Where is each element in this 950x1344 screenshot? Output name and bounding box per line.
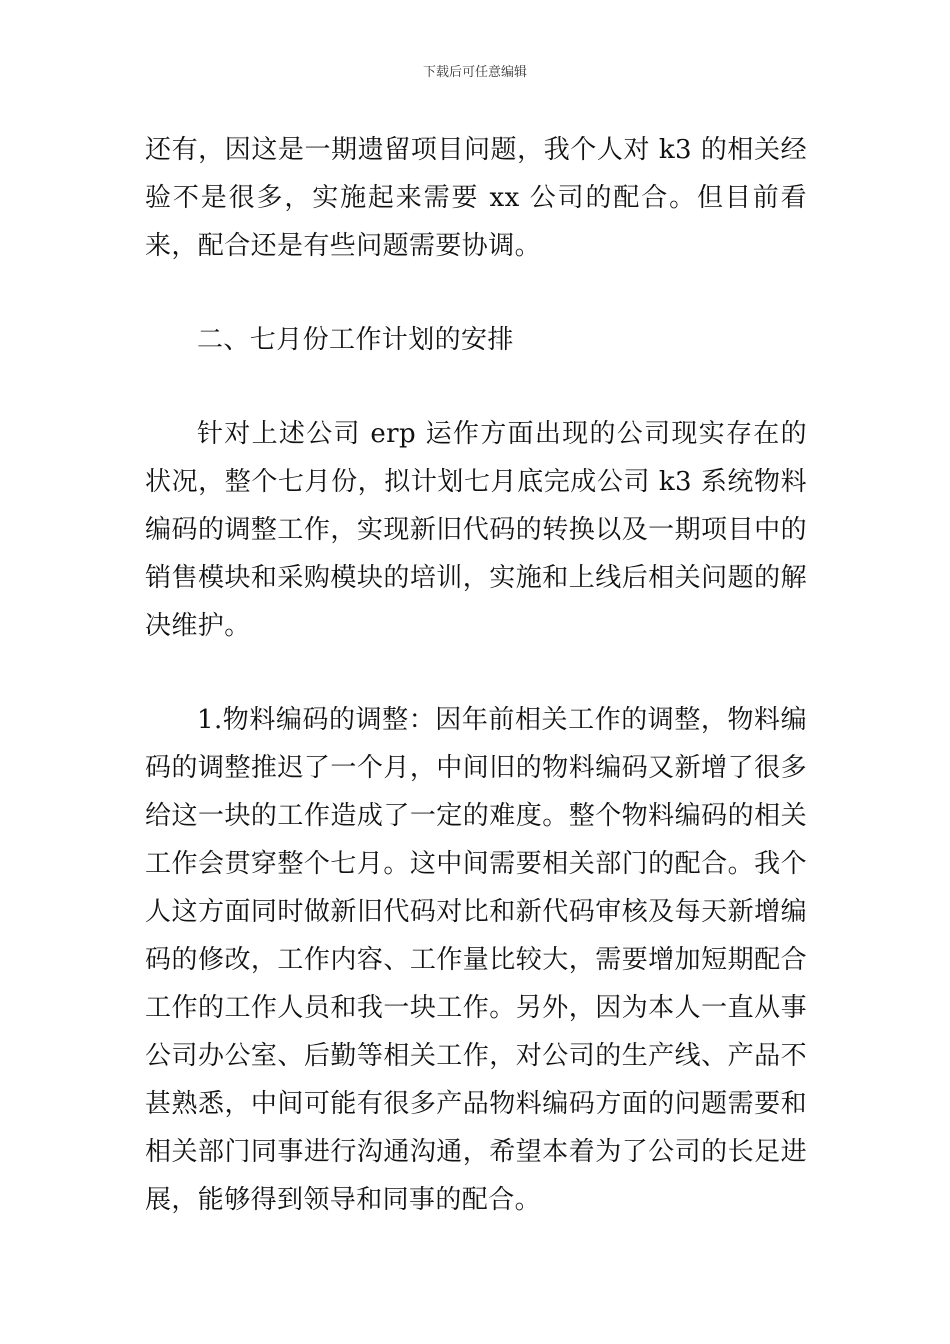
- paragraph-plan-overview: 针对上述公司 erp 运作方面出现的公司现实存在的状况，整个七月份，拟计划七月底完成公司 k3 系统物料编码的调整工作，实现新旧代码的转换以及一期项目中的销售模块和采购模块的培训，实施和上线后相关问题的解决维护。: [145, 419, 807, 641]
- page-header: 下载后可任意编辑: [422, 65, 527, 80]
- paragraph-continuation: 还有，因这是一期遗留项目问题，我个人对 k3 的相关经验不是很多，实施起来需要 xx 公司的配合。但目前看来，配合还是有些问题需要协调。: [145, 135, 807, 261]
- paragraph-material-coding: 1.物料编码的调整：因年前相关工作的调整，物料编码的调整推迟了一个月，中间旧的物料编码又新增了很多给这一块的工作造成了一定的难度。整个物料编码的相关工作会贯穿整个七月。这中间需要相关部门的配合。我个人这方面同时做新旧代码对比和新代码审核及每天新增编码的修改，工作内容、工作量比较大，需要增加短期配合工作的工作人员和我一块工作。另外，因为本人一直从事公司办公室、后勤等相关工作，对公司的生产线、产品不甚熟悉，中间可能有很多产品物料编码方面的问题需要和相关部门同事进行沟通沟通，希望本着为了公司的长足进展，能够得到领导和同事的配合。: [145, 705, 807, 1215]
- section-heading: 二、七月份工作计划的安排: [197, 325, 514, 355]
- document-body: [145, 126, 807, 1270]
